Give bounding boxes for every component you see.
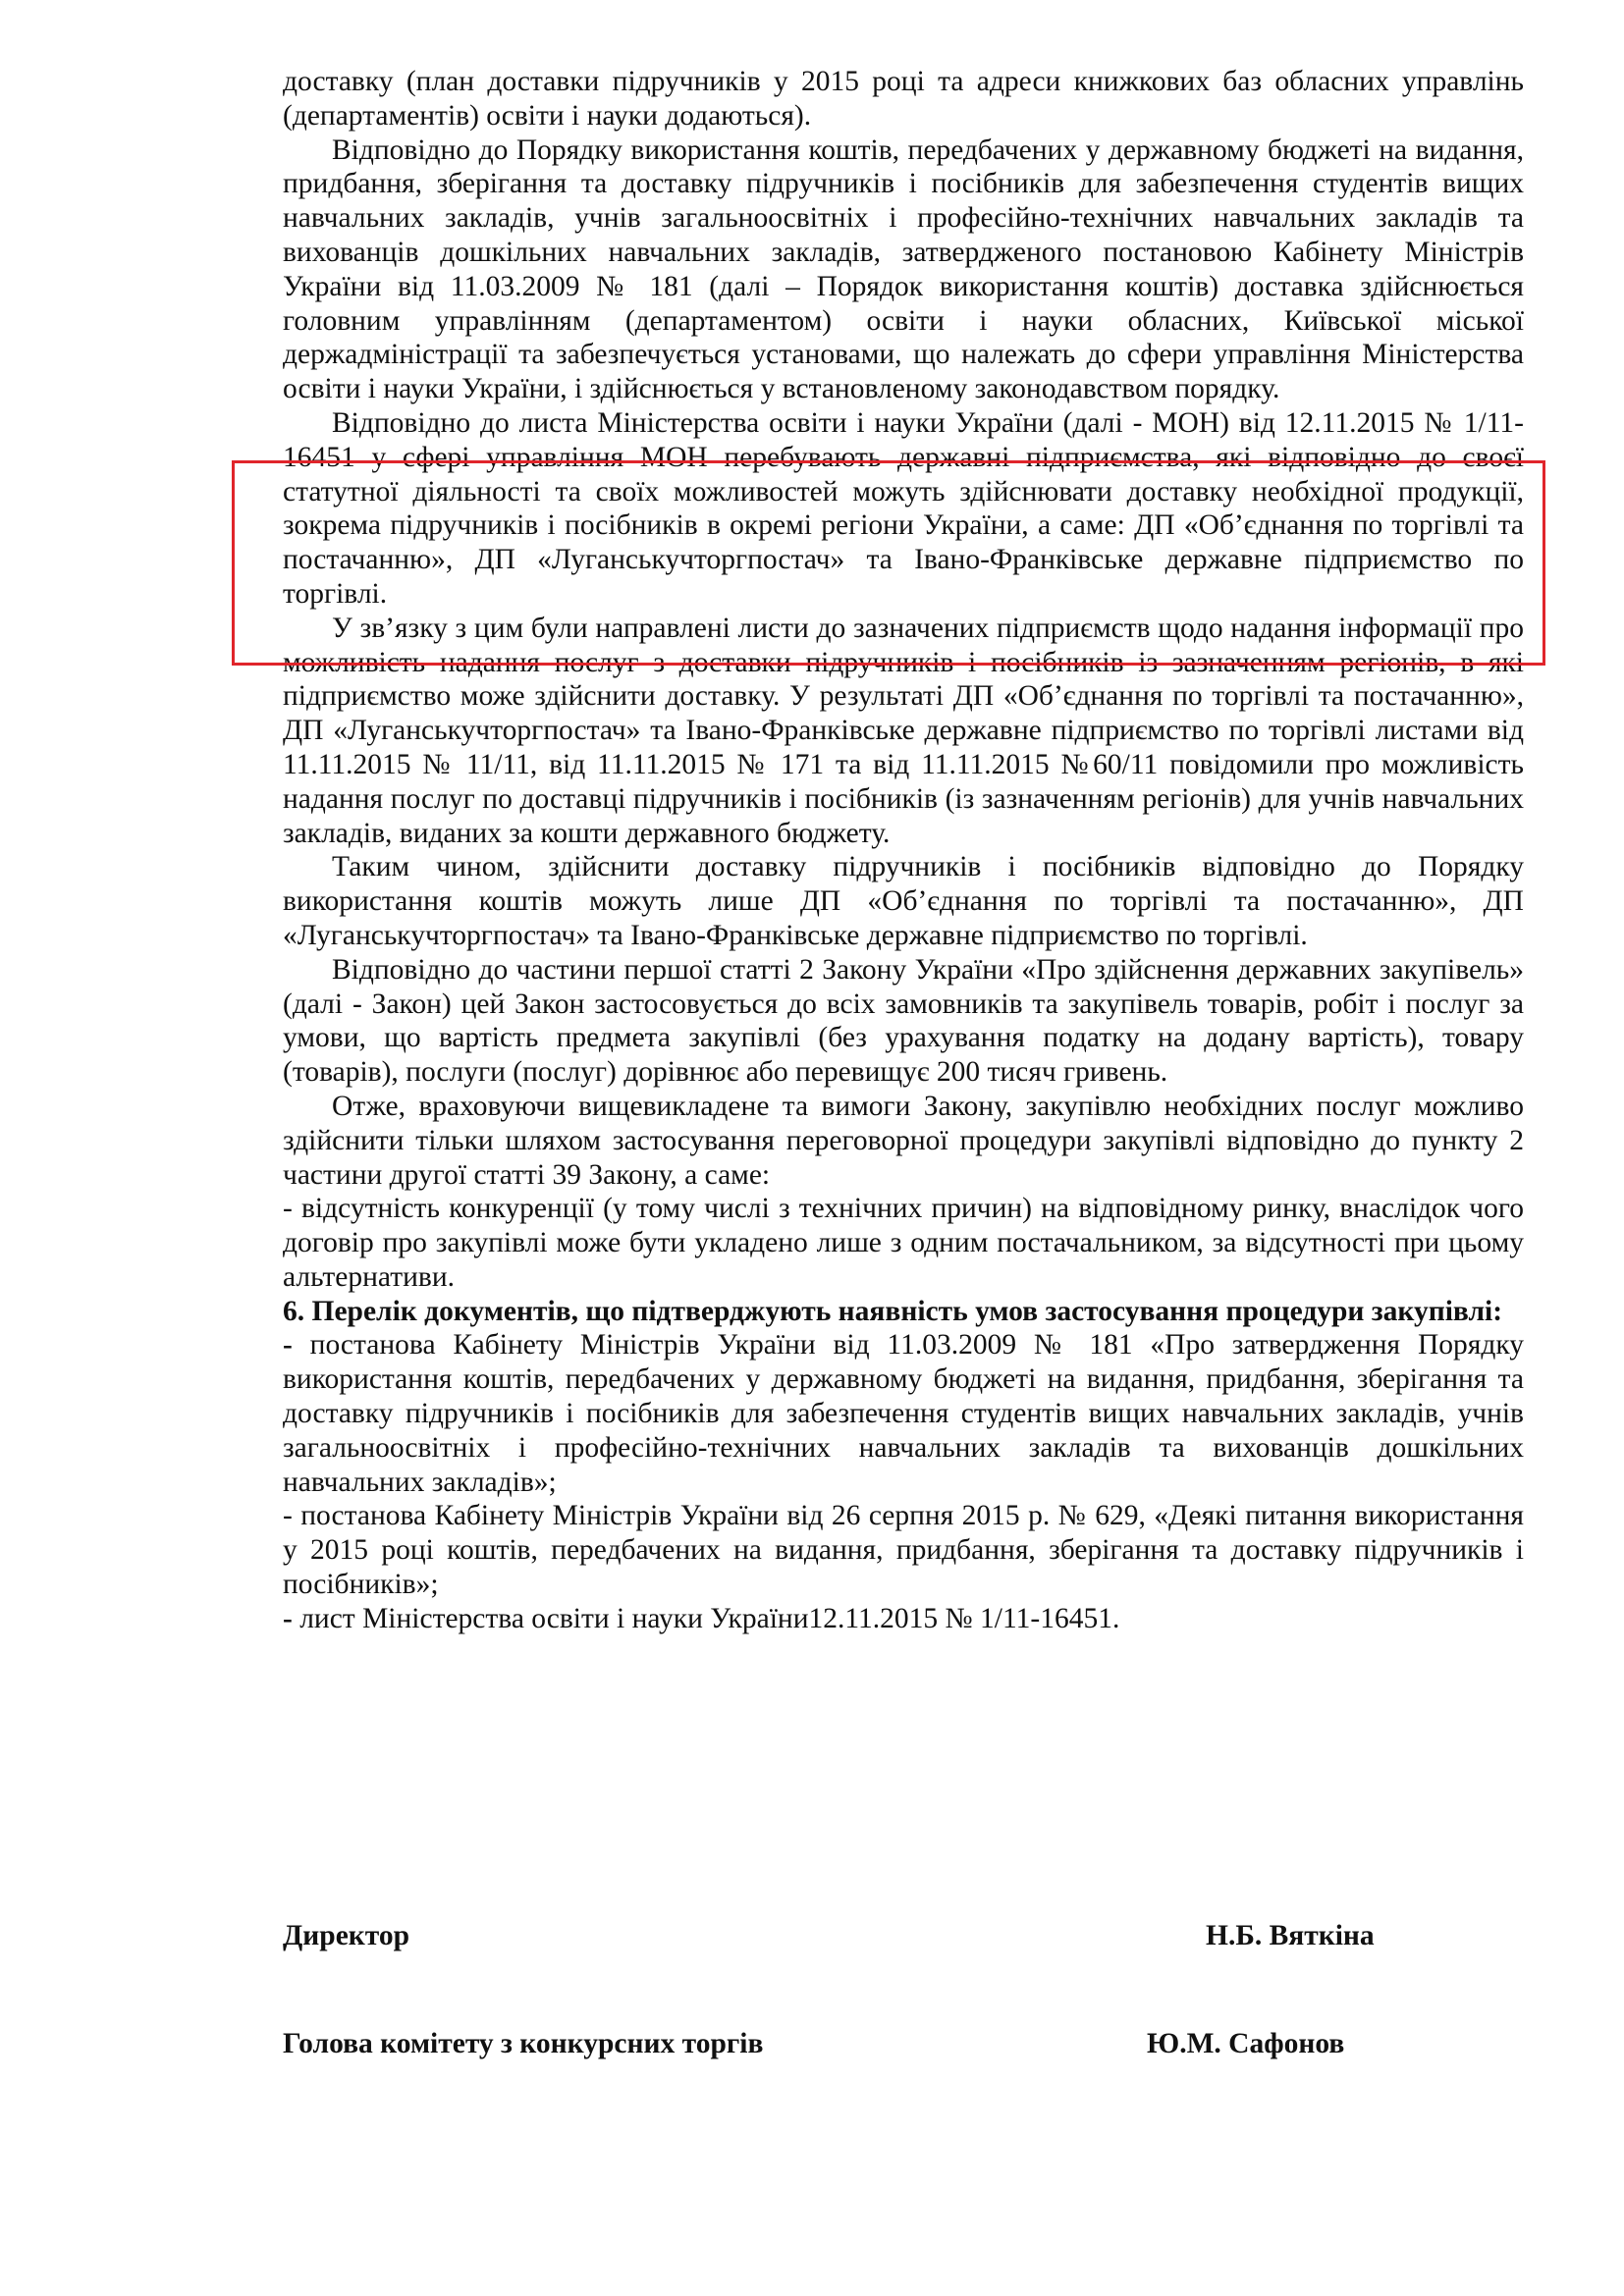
paragraph-mon-letter: Відповідно до листа Міністерства освіти і науки України (далі - МОН) від 12.11.2015 № 1/11-16451 у сфері управління МОН перебувають державні підприємства, які відповідно до своєї статутної діяльності та своїх можливостей можуть здійснювати доставку необхідної продукції, зокрема підручників і посібників в окремі регіони України, а саме: ДП «Об’єднання по торгівлі та постачанню», ДП «Луганськучторгпостач» та Івано-Франківське державне підприємство по торгівлі. [283,406,1524,610]
section-6-heading: 6. Перелік документів, що підтверджують наявність умов застосування процедури закупівлі: [283,1295,1503,1327]
document-list-item [283,1602,1524,1636]
paragraph-no-competition: - відсутність конкуренції (у тому числі з технічних причин) на відповідному ринку, внаслідок чого договір про закупівлі може бути укладено лише з одним постачальником, за відсутності при цьому альтернативи. [283,1193,1524,1293]
paragraph-procedure-reference: Відповідно до Порядку використання коштів, передбачених у державному бюджеті на видання, придбання, зберігання та доставку підручників і посібників для забезпечення студентів вищих навчальних закладів, учнів загальноосвітніх і професійно-технічних навчальних закладів та вихованців дошкільних навчальних закладів, затвердженого постановою Кабінету Міністрів України від 11.03.2009 № 181 (далі – Порядок використання коштів) доставка здійснюється головним управлінням (департаментом) освіти і науки обласних, Київської міської держадміністрації та забезпечується установами, що належать до сфери управління Міністерства освіти і науки України, і здійснюється у встановленому законодавством порядку. [283,133,1524,405]
list-item-text: лист Міністерства освіти і науки України12.11.2015 № 1/11-16451. [292,1602,1120,1634]
signature-row-committee-head [283,2028,1524,2067]
signature-row-director [283,1920,1524,1959]
paragraph-law-article-2: Відповідно до частини першої статті 2 Закону України «Про здійснення державних закупівель» (далі - Закон) цей Закон застосовується до всіх замовників та закупівель товарів, робіт і послуг за умови, що вартість предмета закупівлі (без урахування податку на додану вартість), товару (товарів), послуги (послуг) дорівнює або перевищує 200 тисяч гривень. [283,953,1524,1089]
signature-name: Н.Б. Вяткіна [1206,1920,1375,1951]
list-item-text: постанова Кабінету Міністрів України від 11.03.2009 № 181 «Про затвердження Порядку використання коштів, передбачених у державному бюджеті на видання, придбання, зберігання та доставку підручників і посібників для забезпечення студентів вищих навчальних закладів, учнів загальноосвітніх і професійно-технічних навчальних закладів та вихованців дошкільних навчальних закладів»; [283,1329,1524,1498]
document-list-item: - постанова Кабінету Міністрів України від 26 серпня 2015 р. № 629, «Деякі питання використання у 2015 році коштів, передбачених на видання, придбання, зберігання та доставку підручників і посібників»; [283,1500,1524,1601]
list-dash: - [283,1329,293,1362]
paragraph-enterprise-replies: У зв’язку з цим були направлені листи до зазначених підприємств щодо надання інформації про можливість надання послуг з доставки підручників і посібників із зазначенням регіонів, в які підприємство може здійснити доставку. У результаті ДП «Об’єднання по торгівлі та постачанню», ДП «Луганськучторгпостач» та Івано-Франківське державне підприємство по торгівлі листами від 11.11.2015 № 11/11, від 11.11.2015 № 171 та від 11.11.2015 №60/11 повідомили про можливість надання послуг по доставці підручників і посібників (із зазначенням регіонів) для учнів навчальних закладів, виданих за кошти державного бюджету. [283,612,1524,849]
paragraph-conclusion: Таким чином, здійснити доставку підручників і посібників відповідно до Порядку використання коштів можуть лише ДП «Об’єднання по торгівлі та постачанню», ДП «Луганськучторгпостач» та Івано-Франківське державне підприємство по торгівлі. [283,851,1524,951]
document-list-item [283,1328,1524,1499]
signature-role: Голова комітету з конкурсних торгів [283,2028,764,2059]
paragraph-negotiation-procedure: Отже, враховуючи вищевикладене та вимоги Закону, закупівлю необхідних послуг можливо здійснити тільки шляхом застосування переговорної процедури закупівлі відповідно до пункту 2 частини другої статті 39 Закону, а саме: [283,1090,1524,1191]
signature-role: Директор [283,1920,410,1951]
document-body [283,65,1524,1636]
paragraph-delivery-plan: доставку (план доставки підручників у 2015 році та адреси книжкових баз обласних управлінь (департаментів) освіти і науки додаються). [283,66,1524,132]
signature-name: Ю.М. Сафонов [1147,2028,1345,2059]
highlight-box [232,460,1545,666]
list-dash: - [283,1602,293,1634]
